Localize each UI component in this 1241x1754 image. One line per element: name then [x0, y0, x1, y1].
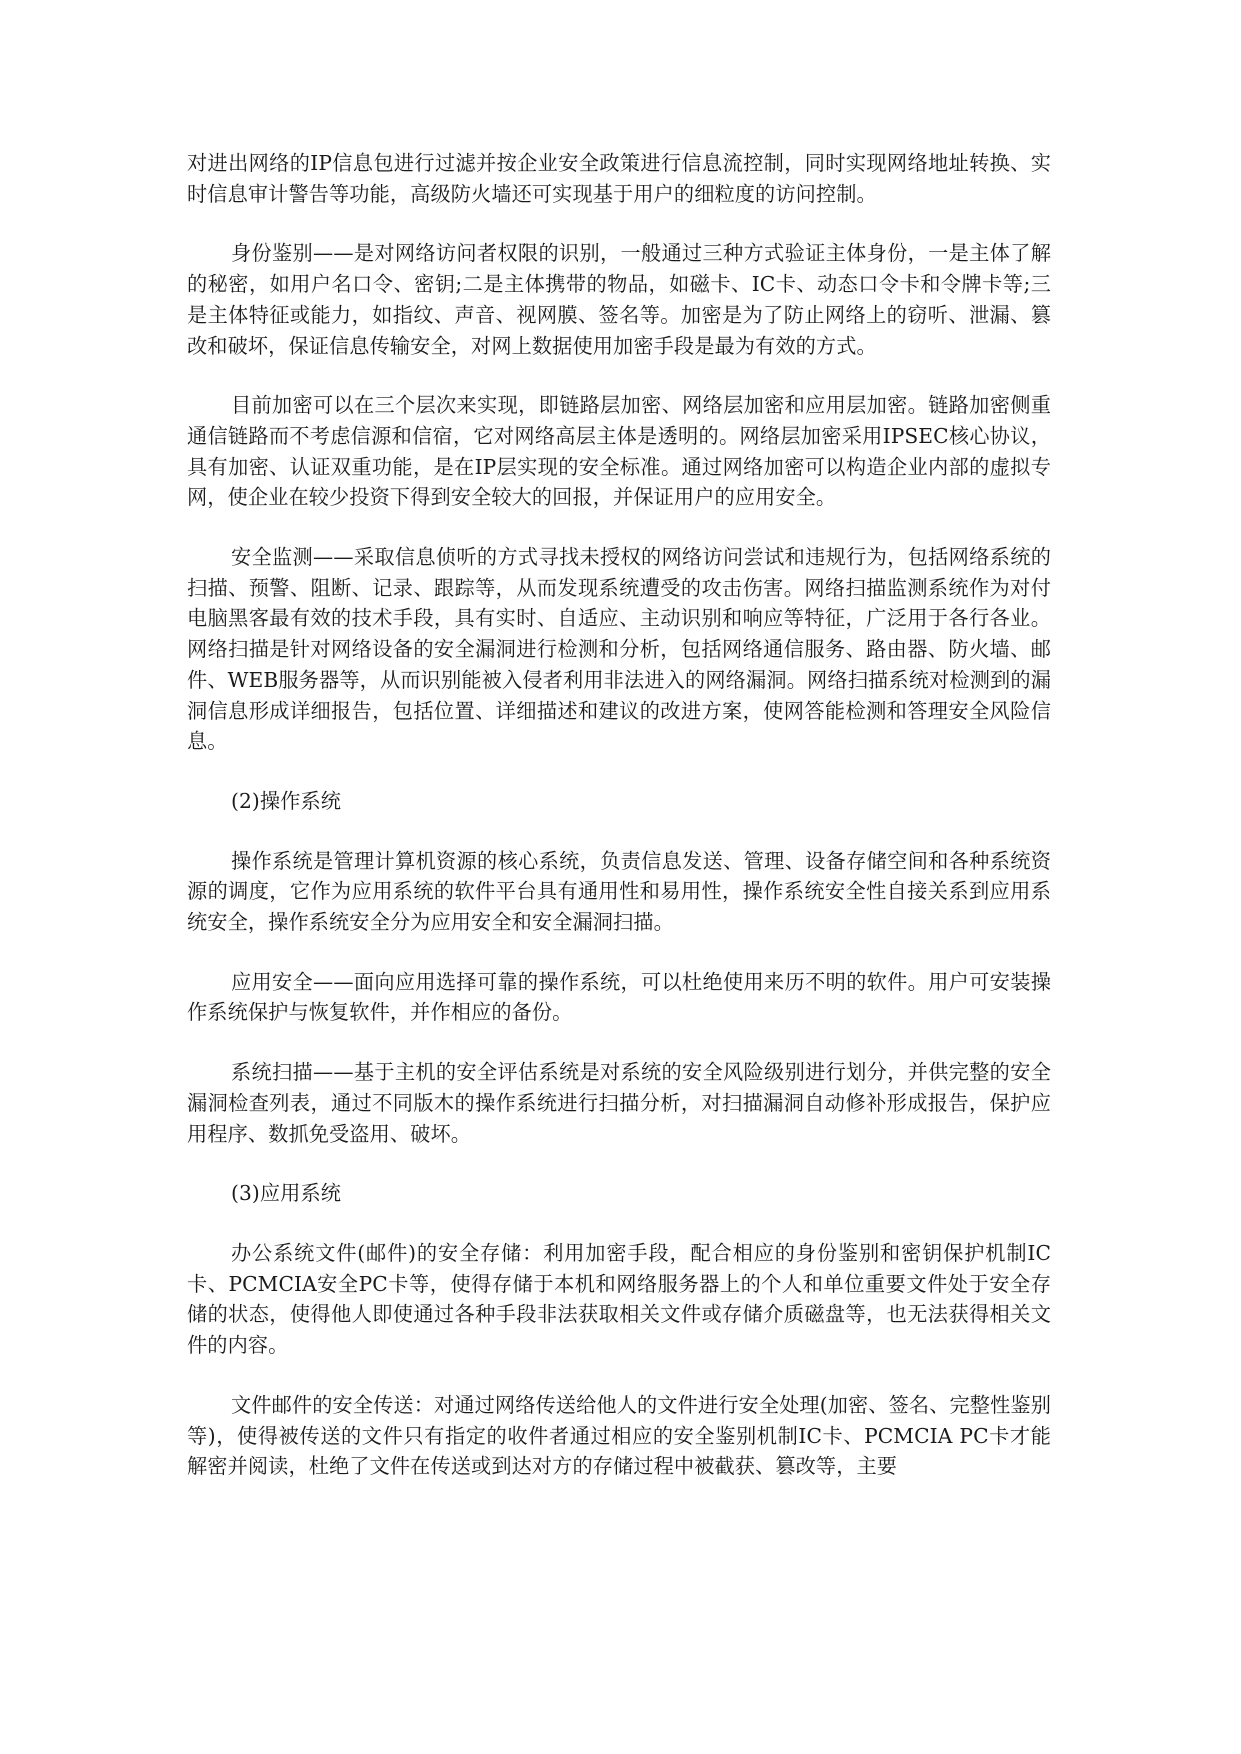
paragraph-security-monitoring: 安全监测——采取信息侦听的方式寻找未授权的网络访问尝试和违规行为，包括网络系统的扫描、预警、阻断、记录、跟踪等，从而发现系统遭受的攻击伤害。网络扫描监测系统作为对付电脑黑客最有效的技术手段，具有实时、自适应、主动识别和响应等特征，广泛用于各行各业。网络扫描是针对网络设备的安全漏洞进行检测和分析，包括网络通信服务、路由器、防火墙、邮件、WEB服务器等，从而识别能被入侵者利用非法进入的网络漏洞。网络扫描系统对检测到的漏洞信息形成详细报告，包括位置、详细描述和建议的改进方案，使网答能检测和答理安全风险信息。 — [187, 545, 1051, 754]
paragraph-identity-authentication: 身份鉴别——是对网络访问者权限的识别，一般通过三种方式验证主体身份，一是主体了解的秘密，如用户名口令、密钥;二是主体携带的物品，如磁卡、IC卡、动态口令卡和令牌卡等;三是主体特征或能力，如指纹、声音、视网膜、签名等。加密是为了防止网络上的窃听、泄漏、篡改和破坏，保证信息传输安全，对网上数据使用加密手段是最为有效的方式。 — [187, 241, 1051, 358]
paragraph-encryption-layers: 目前加密可以在三个层次来实现，即链路层加密、网络层加密和应用层加密。链路加密侧重通信链路而不考虑信源和信宿，它对网络高层主体是透明的。网络层加密采用IPSEC核心协议，具有加密、认证双重功能，是在IP层实现的安全标准。通过网络加密可以构造企业内部的虚拟专网，使企业在较少投资下得到安全较大的回报，并保证用户的应用安全。 — [187, 393, 1051, 510]
paragraph-firewall: 对进出网络的IP信息包进行过滤并按企业安全政策进行信息流控制，同时实现网络地址转换、实时信息审计警告等功能，高级防火墙还可实现基于用户的细粒度的访问控制。 — [187, 151, 1051, 206]
section-heading-operating-system: (2)操作系统 — [231, 788, 342, 813]
paragraph-application-security: 应用安全——面向应用选择可靠的操作系统，可以杜绝使用来历不明的软件。用户可安装操作系统保护与恢复软件，并作相应的备份。 — [187, 969, 1051, 1025]
paragraph-secure-storage: 办公系统文件(邮件)的安全存储：利用加密手段，配合相应的身份鉴别和密钥保护机制IC卡、PCMCIA安全PC卡等，使得存储于本机和网络服务器上的个人和单位重要文件处于安全存储的状态，使得他人即使通过各种手段非法获取相关文件或存储介质磁盘等，也无法获得相关文件的内容。 — [187, 1240, 1051, 1358]
document-body — [187, 148, 1051, 1511]
paragraph-secure-transfer: 文件邮件的安全传送：对通过网络传送给他人的文件进行安全处理(加密、签名、完整性鉴别等)，使得被传送的文件只有指定的收件者通过相应的安全鉴别机制IC卡、PCMCIA PC卡才能解密并阅读，杜绝了文件在传送或到达对方的存储过程中被截获、篡改等，主要 — [187, 1392, 1051, 1479]
paragraph-system-scanning: 系统扫描——基于主机的安全评估系统是对系统的安全风险级别进行划分，并供完整的安全漏洞检查列表，通过不同版木的操作系统进行扫描分析，对扫描漏洞自动修补形成报告，保护应用程序、数抓免受盗用、破坏。 — [187, 1060, 1051, 1146]
paragraph-operating-system: 操作系统是管理计算机资源的核心系统，负责信息发送、管理、设备存储空间和各种系统资源的调度，它作为应用系统的软件平台具有通用性和易用性，操作系统安全性自接关系到应用系统安全，操作系统安全分为应用安全和安全漏洞扫描。 — [187, 848, 1051, 935]
section-heading-application-system: (3)应用系统 — [231, 1181, 342, 1206]
